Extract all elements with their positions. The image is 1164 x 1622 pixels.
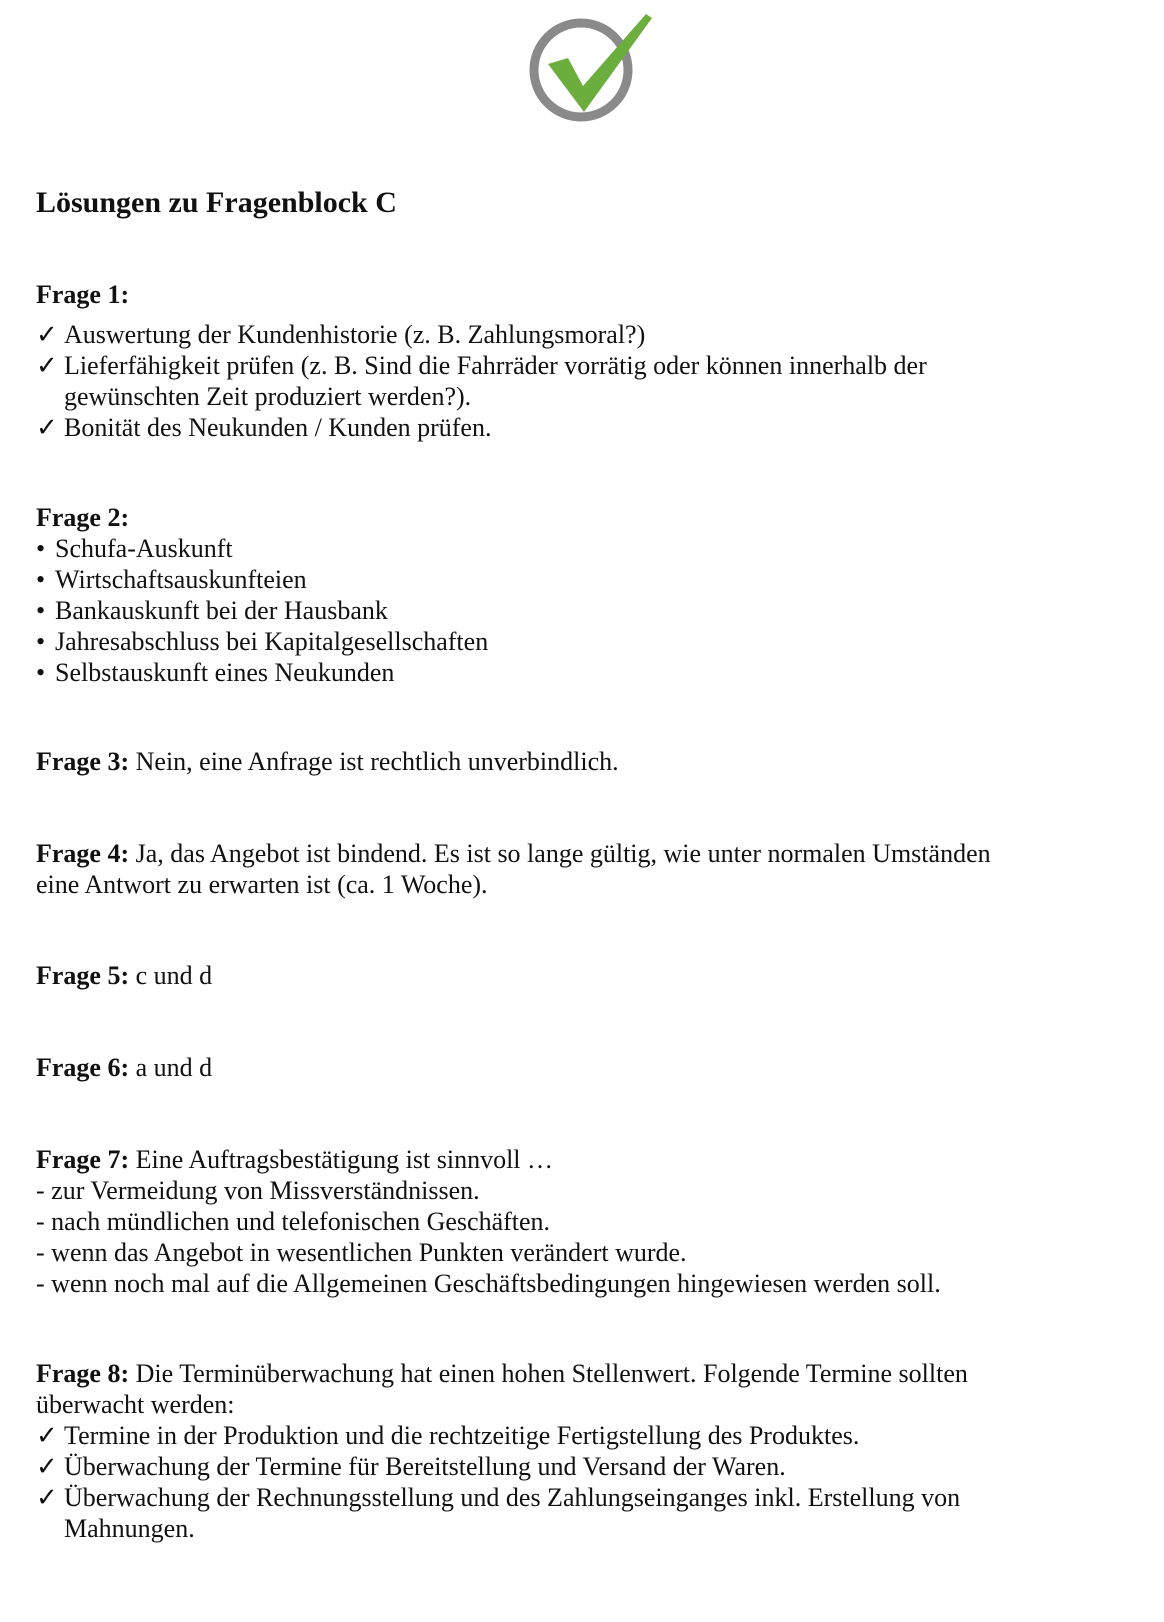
check-mark-icon: ✓ [36,1452,58,1481]
list-item: • Wirtschaftsauskunfteien [36,565,307,594]
list-item: - wenn das Angebot in wesentlichen Punkten verändert wurde. [36,1238,687,1267]
frage-6-answer: a und d [135,1053,213,1082]
frage-5-block [36,960,1116,991]
check-mark-icon: ✓ [36,1421,58,1450]
list-item: - wenn noch mal auf die Allgemeinen Geschäftsbedingungen hingewiesen werden soll. [36,1269,941,1298]
dash-mark: - [36,1269,45,1298]
list-item: • Bankauskunft bei der Hausbank [36,596,388,625]
list-item: ✓ Bonität des Neukunden / Kunden prüfen. [36,413,492,442]
frage-1-label: Frage 1: [36,280,130,309]
list-item: ✓ Überwachung der Termine für Bereitstellung und Versand der Waren. [36,1452,786,1481]
list-item: ✓ Termine in der Produktion und die rechtzeitige Fertigstellung des Produktes. [36,1421,860,1450]
checkmark-circle-icon [528,12,658,122]
list-item: ✓ Auswertung der Kundenhistorie (z. B. Zahlungsmoral?) [36,320,646,349]
check-mark-icon: ✓ [36,413,58,442]
list-item: ✓ Lieferfähigkeit prüfen (z. B. Sind die Fahrräder vorrätig oder können innerhalb der gewünschten Zeit produziert werden?). [36,351,927,411]
bullet-icon: • [36,658,46,687]
dash-mark: - [36,1176,45,1205]
frage-2-label: Frage 2: [36,503,130,532]
list-item: • Selbstauskunft eines Neukunden [36,658,395,687]
dash-mark: - [36,1207,45,1236]
frage-4-label: Frage 4: [36,839,130,868]
frage-5-answer: c und d [135,961,213,990]
frage-2-block [36,502,1116,688]
frage-7-block [36,1144,1116,1299]
frage-3-answer: Nein, eine Anfrage ist rechtlich unverbindlich. [135,747,619,776]
frage-7-label: Frage 7: [36,1145,130,1174]
frage-6-label: Frage 6: [36,1053,130,1082]
list-item: - nach mündlichen und telefonischen Geschäften. [36,1207,551,1236]
frage-4-answer: Ja, das Angebot ist bindend. Es ist so lange gültig, wie unter normalen Umständen eine Antwort zu erwarten ist (ca. 1 Woche). [36,839,991,899]
frage-3-block [36,746,1116,777]
bullet-icon: • [36,627,46,656]
frage-8-block [36,1358,1026,1544]
frage-6-block [36,1052,1116,1083]
list-item: ✓ Überwachung der Rechnungsstellung und des Zahlungseinganges inkl. Erstellung von Mahnungen. [36,1483,961,1543]
page-title: Lösungen zu Fragenblock C [36,186,397,219]
list-item: • Schufa-Auskunft [36,534,233,563]
list-item: - zur Vermeidung von Missverständnissen. [36,1176,480,1205]
check-mark-icon: ✓ [36,351,58,380]
bullet-icon: • [36,596,46,625]
bullet-icon: • [36,565,46,594]
frage-8-intro: Die Terminüberwachung hat einen hohen Stellenwert. Folgende Termine sollten überwacht werden: [36,1359,968,1419]
frage-8-label: Frage 8: [36,1359,130,1388]
frage-4-block [36,838,1036,900]
check-mark-icon: ✓ [36,320,58,349]
frage-3-label: Frage 3: [36,747,130,776]
frage-1-block [36,279,1116,443]
frage-5-label: Frage 5: [36,961,130,990]
list-item: • Jahresabschluss bei Kapitalgesellschaften [36,627,489,656]
check-mark-icon: ✓ [36,1483,58,1512]
bullet-icon: • [36,534,46,563]
frage-7-intro: Eine Auftragsbestätigung ist sinnvoll … [135,1145,554,1174]
dash-mark: - [36,1238,45,1267]
